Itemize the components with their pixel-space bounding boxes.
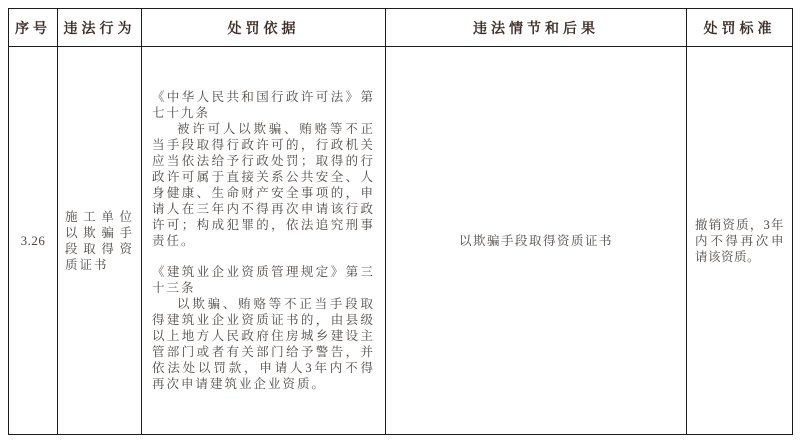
law-title: 《中华人民共和国行政许可法》第七十九条 xyxy=(152,90,375,120)
header-serial-number: 序号 xyxy=(9,9,58,47)
header-circumstances-consequences: 违法情节和后果 xyxy=(386,9,687,47)
law-body: 被许可人以欺骗、贿赂等不正当手段取得行政许可的，行政机关应当依法给予行政处罚；取得的行政许可属于直接关系公共安全、人身健康、生命财产安全事项的，申请人在三年内不得再次申请该行政许可；构成犯罪的，依法追究刑事责任。 xyxy=(152,122,375,248)
law-citation-administrative-license-law xyxy=(152,89,375,249)
law-body: 以欺骗、贿赂等不正当手段取得建筑业企业资质证书的，由县级以上地方人民政府住房城乡建设主管部门或者有关部门给予警告，并依法处以罚款，申请人3年内不得再次申请建筑业企业资质。 xyxy=(152,297,375,391)
cell-penalty-basis xyxy=(142,47,386,435)
header-illegal-act: 违法行为 xyxy=(58,9,142,47)
table-row xyxy=(9,47,793,435)
cell-circumstances-consequences: 以欺骗手段取得资质证书 xyxy=(386,47,687,435)
table-header-row xyxy=(9,9,793,47)
law-citation-construction-qualification-regulation xyxy=(152,264,375,392)
header-penalty-basis: 处罚依据 xyxy=(142,9,386,47)
cell-penalty-standard: 撤销资质，3年内不得再次申请该资质。 xyxy=(687,47,793,435)
cell-illegal-act: 施工单位以欺骗手段取得资质证书 xyxy=(58,47,142,435)
header-penalty-standard: 处罚标准 xyxy=(687,9,793,47)
cell-serial-number: 3.26 xyxy=(9,47,58,435)
penalty-table xyxy=(8,8,793,435)
law-title: 《建筑业企业资质管理规定》第三十三条 xyxy=(152,265,375,295)
